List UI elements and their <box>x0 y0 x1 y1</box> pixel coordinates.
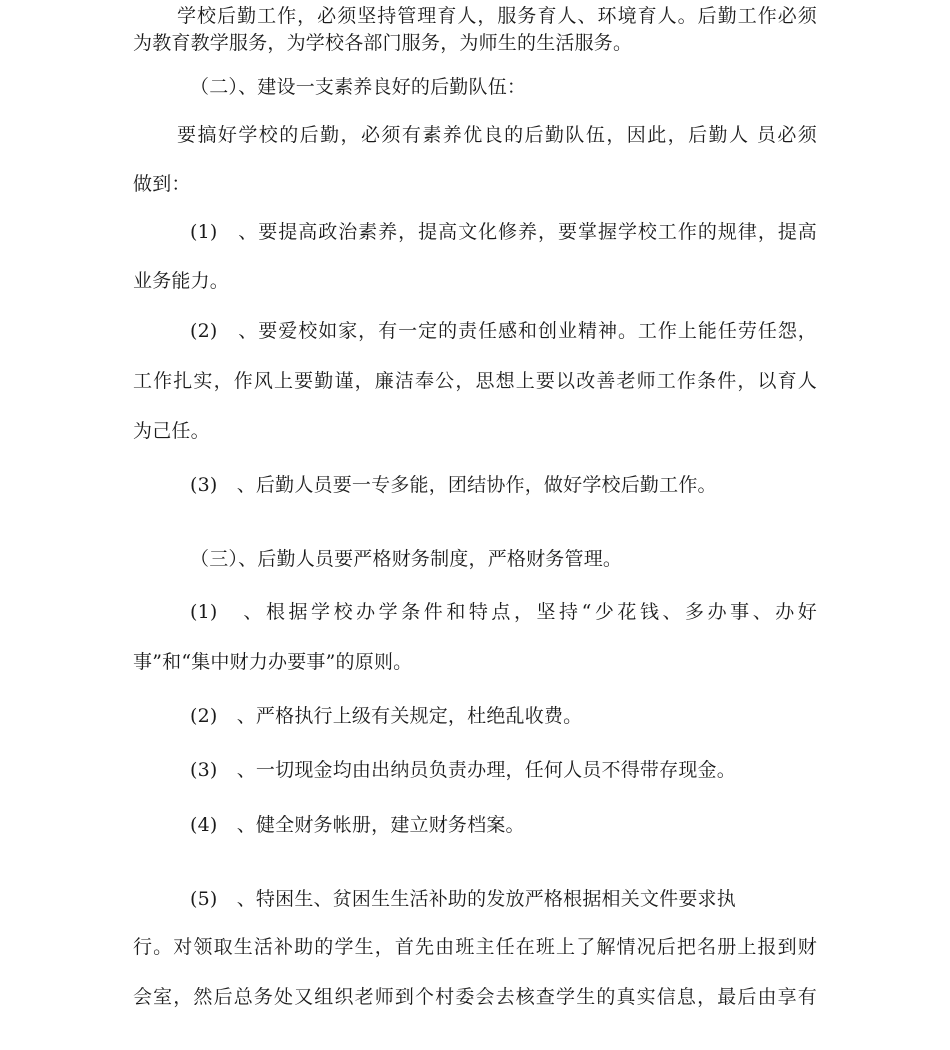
list-item-2-line-2: 工作扎实，作风上要勤谨，廉洁奉公，思想上要以改善老师工作条件，以育人 <box>133 370 817 392</box>
paragraph-line-3: 要搞好学校的后勤，必须有素养优良的后勤队伍，因此，后勤人 员必须 <box>177 124 817 146</box>
finance-item-4: (4) 、健全财务帐册，建立财务档案。 <box>190 814 525 836</box>
section-heading-3: （三）、后勤人员要严格财务制度，严格财务管理。 <box>190 548 623 570</box>
finance-item-2: (2) 、严格执行上级有关规定，杜绝乱收费。 <box>190 705 583 727</box>
list-item-2-line-1: (2) 、要爱校如家，有一定的责任感和创业精神。工作上能任劳任怨， <box>190 320 817 342</box>
list-item-3: (3) 、后勤人员要一专多能，团结协作，做好学校后勤工作。 <box>190 474 717 496</box>
finance-item-5-line-1: (5) 、特困生、贫困生生活补助的发放严格根据相关文件要求执 <box>190 888 736 910</box>
list-item-2-line-3: 为己任。 <box>133 420 210 442</box>
paragraph-line-2: 为教育教学服务，为学校各部门服务，为师生的生活服务。 <box>133 32 633 54</box>
finance-item-1-line-2: 事”和“集中财力办要事”的原则。 <box>133 651 413 673</box>
list-item-1-line-2: 业务能力。 <box>133 270 230 292</box>
section-heading-2: （二）、建设一支素养良好的后勤队伍： <box>190 76 527 98</box>
finance-item-5-line-3: 会室，然后总务处又组织老师到个村委会去核查学生的真实信息，最后由享有 <box>133 986 817 1008</box>
paragraph-line-4: 做到： <box>133 173 191 195</box>
finance-item-1-line-1: (1) 、根据学校办学条件和特点，坚持“少花钱、多办事、办好 <box>190 601 817 623</box>
finance-item-3: (3) 、一切现金均由出纳员负责办理，任何人员不得带存现金。 <box>190 759 736 781</box>
paragraph-line-1: 学校后勤工作，必须坚持管理育人，服务育人、环境育人。后勤工作必须 <box>177 5 817 27</box>
list-item-1-line-1: (1) 、要提高政治素养，提高文化修养，要掌握学校工作的规律，提高 <box>190 221 817 243</box>
finance-item-5-line-2: 行。对领取生活补助的学生，首先由班主任在班上了解情况后把名册上报到财 <box>133 936 817 958</box>
